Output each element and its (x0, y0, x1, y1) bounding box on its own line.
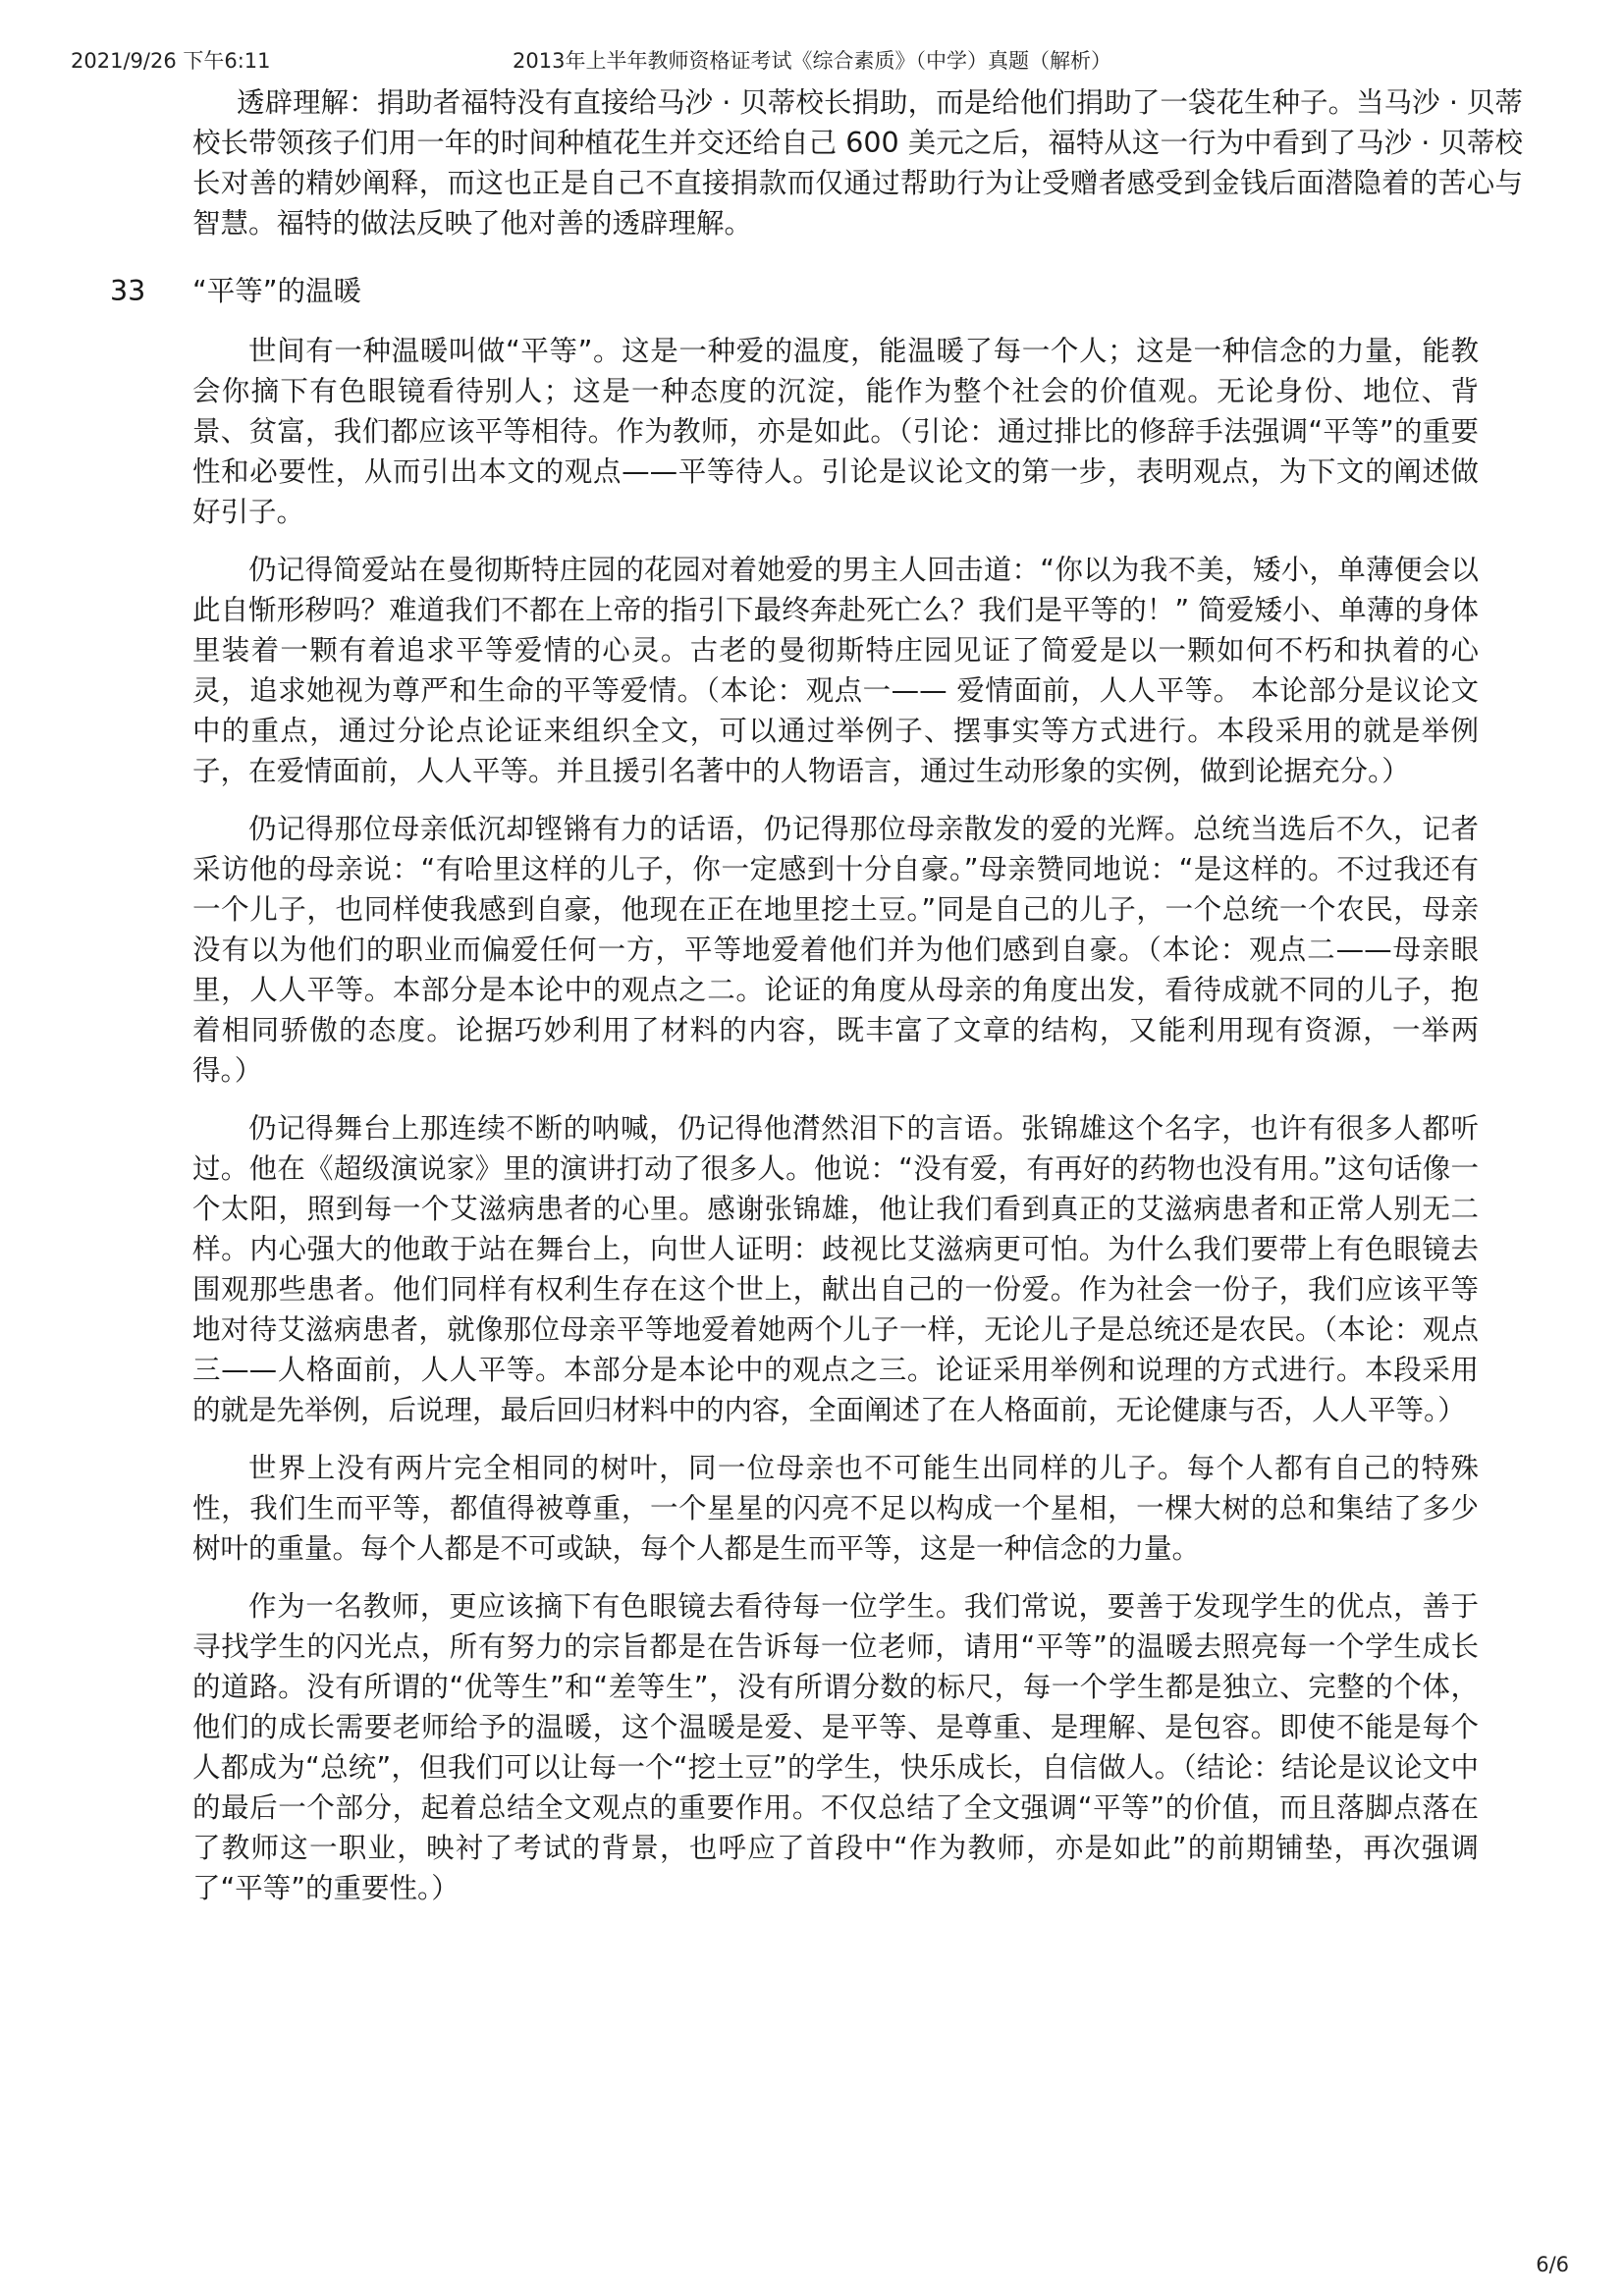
intro-paragraph-text: 透辟理解：捐助者福特没有直接给马沙 · 贝蒂校长捐助，而是给他们捐助了一袋花生种子。当马沙 · 贝蒂校长带领孩子们用一年的时间种植花生并交还给自己 600 美元之后，福特从这一行为中看到了马沙 · 贝蒂校长对善的精妙阐释，而这也正是自己不直接捐款而仅通过帮助行为让受赠者感受到金钱后面潜隐着的苦心与智慧。福特的做法反映了他对善的透辟理解。 (192, 86, 1523, 240)
intro-paragraph (148, 82, 1523, 243)
question-heading (110, 271, 1479, 311)
essay-paragraph-4: 仍记得舞台上那连续不断的呐喊，仍记得他潸然泪下的言语。张锦雄这个名字，也许有很多人都听过。他在《超级演说家》里的演讲打动了很多人。他说：“没有爱，有再好的药物也没有用。”这句话像一个太阳，照到每一个艾滋病患者的心里。感谢张锦雄，他让我们看到真正的艾滋病患者和正常人别无二样。内心强大的他敢于站在舞台上，向世人证明：歧视比艾滋病更可怕。为什么我们要带上有色眼镜去围观那些患者。他们同样有权利生存在这个世上，献出自己的一份爱。作为社会一份子，我们应该平等地对待艾滋病患者，就像那位母亲平等地爱着她两个儿子一样，无论儿子是总统还是农民。（本论：观点三——人格面前，人人平等。本部分是本论中的观点之三。论证采用举例和说理的方式进行。本段采用的就是先举例，后说理，最后回归材料中的内容，全面阐述了在人格面前，无论健康与否，人人平等。） (192, 1112, 1479, 1426)
print-datetime: 2021/9/26 下午6:11 (71, 49, 271, 73)
essay-title: “平等”的温暖 (192, 275, 362, 307)
print-header (71, 45, 1553, 77)
essay-paragraph-5: 世界上没有两片完全相同的树叶，同一位母亲也不可能生出同样的儿子。每个人都有自己的特殊性，我们生而平等，都值得被尊重，一个星星的闪亮不足以构成一个星相，一棵大树的总和集结了多少树叶的重量。每个人都是不可或缺，每个人都是生而平等，这是一种信念的力量。 (192, 1452, 1479, 1565)
essay-paragraph-1: 世间有一种温暖叫做“平等”。这是一种爱的温度，能温暖了每一个人；这是一种信念的力量，能教会你摘下有色眼镜看待别人；这是一种态度的沉淀，能作为整个社会的价值观。无论身份、地位、背景、贫富，我们都应该平等相待。作为教师，亦是如此。（引论：通过排比的修辞手法强调“平等”的重要性和必要性，从而引出本文的观点——平等待人。引论是议论文的第一步，表明观点，为下文的阐述做好引子。 (192, 335, 1479, 528)
document-title: 2013年上半年教师资格证考试《综合素质》（中学）真题（解析） (513, 49, 1111, 73)
document-body (110, 82, 1523, 1926)
question-number: 33 (110, 275, 146, 307)
essay-paragraph-3: 仍记得那位母亲低沉却铿锵有力的话语，仍记得那位母亲散发的爱的光辉。总统当选后不久，记者采访他的母亲说：“有哈里这样的儿子，你一定感到十分自豪。”母亲赞同地说：“是这样的。不过我还有一个儿子，也同样使我感到自豪，他现在正在地里挖土豆。”同是自己的儿子，一个总统一个农民，母亲没有以为他们的职业而偏爱任何一方，平等地爱着他们并为他们感到自豪。（本论：观点二——母亲眼里，人人平等。本部分是本论中的观点之二。论证的角度从母亲的角度出发，看待成就不同的儿子，抱着相同骄傲的态度。论据巧妙利用了材料的内容，既丰富了文章的结构，又能利用现有资源，一举两得。） (192, 813, 1479, 1087)
page-number: 6/6 (1536, 2253, 1569, 2276)
essay-paragraph-6: 作为一名教师，更应该摘下有色眼镜去看待每一位学生。我们常说，要善于发现学生的优点，善于寻找学生的闪光点，所有努力的宗旨都是在告诉每一位老师，请用“平等”的温暖去照亮每一个学生成长的道路。没有所谓的“优等生”和“差等生”，没有所谓分数的标尺，每一个学生都是独立、完整的个体，他们的成长需要老师给予的温暖，这个温暖是爱、是平等、是尊重、是理解、是包容。即使不能是每个人都成为“总统”，但我们可以让每一个“挖土豆”的学生，快乐成长，自信做人。（结论：结论是议论文中的最后一个部分，起着总结全文观点的重要作用。不仅总结了全文强调“平等”的价值，而且落脚点落在了教师这一职业，映衬了考试的背景，也呼应了首段中“作为教师，亦是如此”的前期铺垫，再次强调了“平等”的重要性。） (192, 1590, 1479, 1904)
essay-paragraph-2: 仍记得简爱站在曼彻斯特庄园的花园对着她爱的男主人回击道：“你以为我不美，矮小，单薄便会以此自惭形秽吗？难道我们不都在上帝的指引下最终奔赴死亡么？我们是平等的！” 简爱矮小、单薄的身体里装着一颗有着追求平等爱情的心灵。古老的曼彻斯特庄园见证了简爱是以一颗如何不朽和执着的心灵，追求她视为尊严和生命的平等爱情。（本论：观点一—— 爱情面前，人人平等。 本论部分是议论文中的重点，通过分论点论证来组织全文，可以通过举例子、摆事实等方式进行。本段采用的就是举例子，在爱情面前，人人平等。并且援引名著中的人物语言，通过生动形象的实例，做到论据充分。） (192, 554, 1479, 787)
